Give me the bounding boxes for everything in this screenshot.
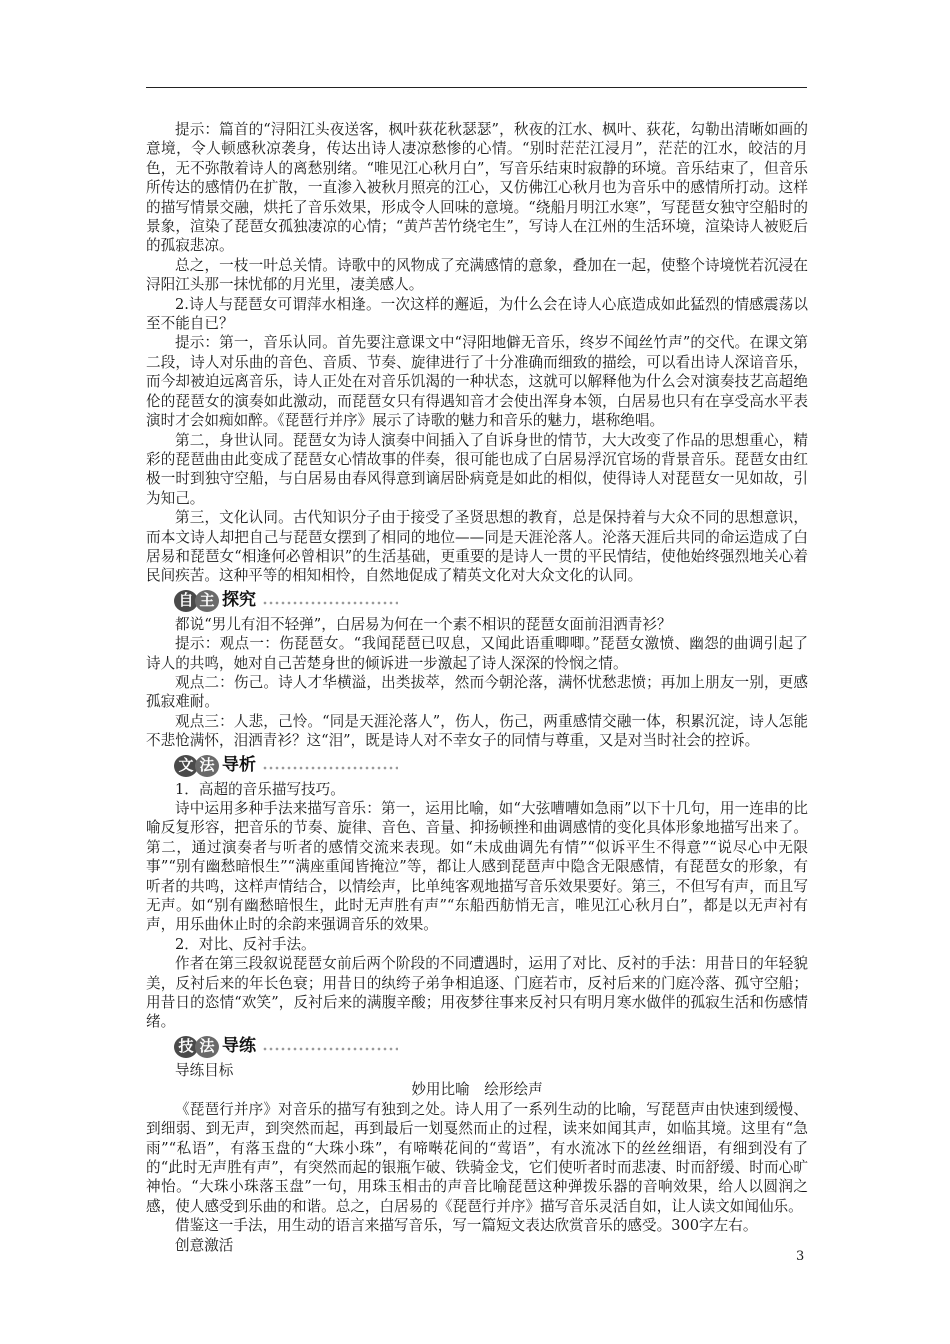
heading-badge: 法 [195, 755, 219, 777]
section-heading-wenfa-daoxi [174, 753, 808, 779]
paragraph: 提示：篇首的“浔阳江头夜送客，枫叶荻花秋瑟瑟”，秋夜的江水、枫叶、荻花，勾勒出清晰如画的意境，令人顿感秋凉袭身，传达出诗人凄凉愁惨的心情。“别时茫茫江浸月”，茫茫的江水，皎洁的月色，无不弥散着诗人的离愁别绪。“唯见江心秋月白”，写音乐结束时寂静的环境。音乐结束了，但音乐所传达的感情仍在扩散，一直渗入被秋月照亮的江心，又仿佛江心秋月也为音乐中的感情所打动。这样的描写情景交融，烘托了音乐效果，形成令人回味的意境。“绕船月明江水寒”，写琵琶女独守空船时的景象，渲染了琵琶女孤独凄凉的心情；“黄芦苦竹绕宅生”，写诗人在江州的生活环境，渲染诗人被贬后的孤寂悲凉。 [146, 121, 808, 255]
paragraph: 都说“男儿有泪不轻弹”，白居易为何在一个素不相识的琵琶女面前泪洒青衫？ [175, 615, 672, 633]
section-heading-jifa-daolian [174, 1034, 808, 1060]
subheading: 2．对比、反衬手法。 [175, 935, 316, 953]
subheading: 1．高超的音乐描写技巧。 [175, 780, 345, 798]
document-body [146, 120, 808, 1255]
paragraph: 提示：第一，音乐认同。首先要注意课文中“浔阳地僻无音乐，终岁不闻丝竹声”的交代。在课文第二段，诗人对乐曲的音色、音质、节奏、旋律进行了十分准确而细致的描绘，可以看出诗人深谙音乐，而今却被迫远离音乐，诗人正处在对音乐饥渴的一种状态，这就可以解释他为什么会对演奏技艺高超绝伦的琵琶女的演奏如此激动，而琵琶女只有得遇知音才会使出浑身本领，白居易也只有在享受高水平表演时才会如痴如醉。《琵琶行并序》展示了诗歌的魅力和音乐的魅力，堪称绝唱。 [146, 334, 808, 430]
heading-text: 导练 [222, 1036, 256, 1057]
paragraph: 总之，一枝一叶总关情。诗歌中的风物成了充满感情的意象，叠加在一起，使整个诗境恍若沉浸在浔阳江头那一抹忧郁的月光里，凄美感人。 [146, 256, 808, 294]
label: 创意激活 [175, 1236, 234, 1254]
paragraph: 观点二：伤己。诗人才华横溢，出类拔萃，然而今朝沦落，满怀忧愁悲愤；再加上朋友一别，更感孤寂难耐。 [146, 673, 808, 711]
heading-badge: 主 [195, 590, 219, 612]
centered-title: 妙用比喻 绘形绘声 [411, 1081, 543, 1099]
paragraph: 《琵琶行并序》对音乐的描写有独到之处。诗人用了一系列生动的比喻，写琵琶声由快速到缓慢、到细弱、到无声，到突然而起，再到最后一划戛然而止的过程，读来如闻其声，如临其境。这里有“急雨”“私语”，有落玉盘的“大珠小珠”，有啼啭花间的“莺语”，有水流冰下的丝丝细语，有细到没有了的“此时无声胜有声”，有突然而起的银瓶乍破、铁骑金戈，它们使听者时而悲凄、时而舒缓、时而心旷神怡。“大珠小珠落玉盘”一句，用珠玉相击的声音比喻琵琶这种弹拨乐器的音响效果，给人以圆润之感，使人感受到乐曲的和谐。总之，白居易的《琵琶行并序》描写音乐灵活自如，让人读文如闻仙乐。 [146, 1100, 808, 1215]
heading-badge: 文 [174, 755, 198, 777]
question-2: 2.诗人与琵琶女可谓萍水相逢。一次这样的邂逅，为什么会在诗人心底造成如此猛烈的情感震荡以至不能自已？ [146, 295, 808, 333]
heading-text: 探究 [222, 590, 256, 611]
label: 导练目标 [175, 1061, 234, 1079]
paragraph: 观点三：人悲，己怜。“同是天涯沦落人”，伤人，伤己，两重感情交融一体，积累沉淀，诗人怎能不悲怆满怀，泪洒青衫？这“泪”，既是诗人对不幸女子的同情与尊重，又是对当时社会的控诉。 [146, 712, 808, 750]
dotted-divider [262, 765, 398, 771]
dotted-divider [262, 600, 398, 606]
heading-badge: 技 [174, 1036, 198, 1058]
paragraph: 提示：观点一：伤琵琶女。“我闻琵琶已叹息，又闻此语重唧唧。”琵琶女激愤、幽怨的曲调引起了诗人的共鸣，她对自己苦楚身世的倾诉进一步激起了诗人深深的怜悯之情。 [146, 635, 808, 672]
page-number: 3 [796, 1249, 805, 1264]
paragraph: 借鉴这一手法，用生动的语言来描写音乐，写一篇短文表达欣赏音乐的感受。300字左右。 [175, 1217, 758, 1235]
heading-badge: 法 [195, 1036, 219, 1058]
paragraph: 第二，身世认同。琵琶女为诗人演奏中间插入了自诉身世的情节，大大改变了作品的思想重心，精彩的琵琶曲由此变成了琵琶女心情故事的伴奏，很可能也成了白居易浮沉官场的背景音乐。琵琶女由红极一时到独守空船，与白居易由春风得意到谪居卧病竟是如此的相似，使得诗人对琵琶女一见如故，引为知己。 [146, 431, 808, 507]
header-rule [146, 87, 807, 88]
dotted-divider [262, 1046, 398, 1052]
section-heading-zizhu-tanjiu [174, 588, 808, 614]
paragraph: 诗中运用多种手法来描写音乐：第一，运用比喻，如“大弦嘈嘈如急雨”以下十几句，用一连串的比喻反复形容，把音乐的节奏、旋律、音色、音量、抑扬顿挫和曲调感情的变化具体形象地描写出来了。第二，通过演奏者与听者的感情交流来表现。如“未成曲调先有情”“似诉平生不得意”“说尽心中无限事”“别有幽愁暗恨生”“满座重闻皆掩泣”等，都让人感到琵琶声中隐含无限感情，有琵琶女的形象，有听者的共鸣，这样声情结合，以情绘声，比单纯客观地描写音乐效果要好。第三，不但写有声，而且写无声。如“别有幽愁暗恨生，此时无声胜有声”“东船西舫悄无言，唯见江心秋月白”，都是以无声衬有声，用乐曲休止时的余韵来强调音乐的效果。 [146, 800, 808, 934]
paragraph: 作者在第三段叙说琵琶女前后两个阶段的不同遭遇时，运用了对比、反衬的手法：用昔日的年轻貌美，反衬后来的年长色衰；用昔日的纨绔子弟争相追逐、门庭若市，反衬后来的门庭冷落、孤守空船；用昔日的恣情“欢笑”，反衬后来的满腹辛酸；用夜梦往事来反衬只有明月寒水做伴的孤寂生活和伤感情绪。 [146, 955, 808, 1031]
heading-text: 导析 [222, 754, 256, 775]
paragraph: 第三，文化认同。古代知识分子由于接受了圣贤思想的教育，总是保持着与大众不同的思想意识，而本文诗人却把自己与琵琶女摆到了相同的地位——同是天涯沦落人。沦落天涯后共同的命运造成了白居易和琵琶女“相逢何必曾相识”的生活基础，更重要的是诗人一贯的平民情结，使他始终强烈地关心着民间疾苦。这种平等的相知相怜，自然地促成了精英文化对大众文化的认同。 [146, 509, 808, 585]
heading-badge: 自 [174, 590, 198, 612]
